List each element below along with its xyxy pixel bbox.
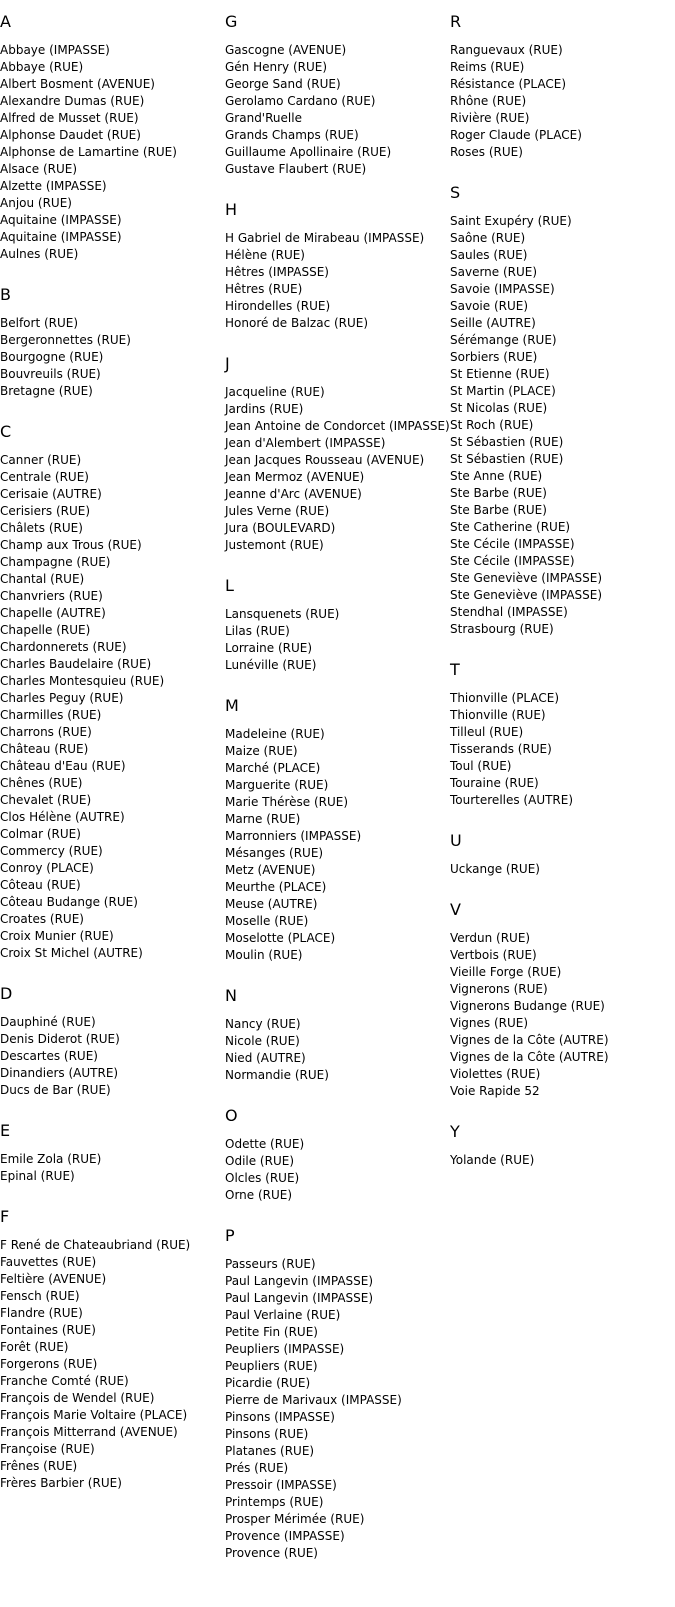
street-item: Hirondelles (RUE)	[225, 299, 331, 313]
street-item: Commercy (RUE)	[0, 844, 103, 858]
street-item: Grands Champs (RUE)	[225, 128, 359, 142]
street-item: Seille (AUTRE)	[450, 316, 536, 330]
street-item: Clos Hélène (AUTRE)	[0, 810, 125, 824]
street-item: Meuse (AUTRE)	[225, 897, 318, 911]
street-item: Charmilles (RUE)	[0, 708, 102, 722]
street-item: Uckange (RUE)	[450, 862, 540, 876]
street-item: Chênes (RUE)	[0, 776, 83, 790]
street-item: Vieille Forge (RUE)	[450, 965, 562, 979]
street-list	[450, 930, 675, 1100]
street-item: Printemps (RUE)	[225, 1495, 324, 1509]
letter-heading: J	[225, 354, 230, 373]
street-item: Lunéville (RUE)	[225, 658, 317, 672]
street-item: Jules Verne (RUE)	[225, 504, 330, 518]
street-item: Jeanne d'Arc (AVENUE)	[225, 487, 362, 501]
street-item: Saules (RUE)	[450, 248, 528, 262]
street-item: Feltière (AVENUE)	[0, 1272, 107, 1286]
letter-heading: N	[225, 986, 237, 1005]
street-item: Fensch (RUE)	[0, 1289, 80, 1303]
street-item: Vignes de la Côte (AUTRE)	[450, 1050, 609, 1064]
street-list	[225, 384, 450, 554]
street-item: Cerisiers (RUE)	[0, 504, 91, 518]
street-item: Côteau (RUE)	[0, 878, 81, 892]
street-item: Verdun (RUE)	[450, 931, 531, 945]
street-item: Jean Jacques Rousseau (AVENUE)	[225, 453, 425, 467]
street-item: François Mitterrand (AVENUE)	[0, 1425, 178, 1439]
street-item: Anjou (RUE)	[0, 196, 72, 210]
street-item: Nied (AUTRE)	[225, 1051, 306, 1065]
street-item: St Martin (PLACE)	[450, 384, 556, 398]
letter-heading: Y	[450, 1122, 460, 1141]
street-item: Vignerons Budange (RUE)	[450, 999, 605, 1013]
street-item: Petite Fin (RUE)	[225, 1325, 318, 1339]
street-item: Françoise (RUE)	[0, 1442, 95, 1456]
street-list	[225, 1016, 450, 1084]
street-list	[450, 213, 675, 638]
street-item: Côteau Budange (RUE)	[0, 895, 138, 909]
letter-heading: S	[450, 183, 461, 202]
street-item: H Gabriel de Mirabeau (IMPASSE)	[225, 231, 425, 245]
street-item: Moulin (RUE)	[225, 948, 303, 962]
street-item: St Roch (RUE)	[450, 418, 534, 432]
street-item: Roses (RUE)	[450, 145, 523, 159]
street-item: Croix St Michel (AUTRE)	[0, 946, 143, 960]
street-item: Toul (RUE)	[450, 759, 512, 773]
street-item: Violettes (RUE)	[450, 1067, 541, 1081]
street-item: Vignes (RUE)	[450, 1016, 529, 1030]
street-item: Belfort (RUE)	[0, 316, 79, 330]
street-item: Cerisaie (AUTRE)	[0, 487, 102, 501]
street-list	[225, 230, 450, 332]
street-item: Hêtres (IMPASSE)	[225, 265, 329, 279]
street-item: Chapelle (RUE)	[0, 623, 91, 637]
street-item: Gascogne (AVENUE)	[225, 43, 347, 57]
street-item: Provence (RUE)	[225, 1546, 318, 1560]
street-item: Château (RUE)	[0, 742, 89, 756]
street-column-1	[0, 0, 225, 1514]
street-item: Odette (RUE)	[225, 1137, 305, 1151]
street-item: Abbaye (RUE)	[0, 60, 84, 74]
street-item: Croix Munier (RUE)	[0, 929, 114, 943]
street-item: Picardie (RUE)	[225, 1376, 311, 1390]
street-item: Résistance (PLACE)	[450, 77, 566, 91]
letter-heading: G	[225, 12, 238, 31]
street-column-3	[450, 0, 675, 1191]
letter-heading: E	[0, 1121, 11, 1140]
street-item: Rhône (RUE)	[450, 94, 527, 108]
street-item: Justemont (RUE)	[225, 538, 324, 552]
street-item: Odile (RUE)	[225, 1154, 294, 1168]
street-item: Conroy (PLACE)	[0, 861, 94, 875]
street-item: Rivière (RUE)	[450, 111, 530, 125]
street-item: Roger Claude (PLACE)	[450, 128, 582, 142]
street-item: Stendhal (IMPASSE)	[450, 605, 568, 619]
street-item: Champ aux Trous (RUE)	[0, 538, 142, 552]
street-list	[450, 690, 675, 809]
street-list	[225, 726, 450, 964]
street-item: Centrale (RUE)	[0, 470, 89, 484]
street-item: Alzette (IMPASSE)	[0, 179, 107, 193]
street-item: Alsace (RUE)	[0, 162, 78, 176]
street-item: Ste Anne (RUE)	[450, 469, 543, 483]
street-item: Pressoir (IMPASSE)	[225, 1478, 337, 1492]
letter-heading: T	[450, 660, 460, 679]
street-item: Guillaume Apollinaire (RUE)	[225, 145, 392, 159]
street-item: Platanes (RUE)	[225, 1444, 315, 1458]
street-item: Ste Cécile (IMPASSE)	[450, 537, 575, 551]
street-item: Chevalet (RUE)	[0, 793, 92, 807]
street-list	[450, 42, 675, 161]
street-item: Ste Barbe (RUE)	[450, 503, 547, 517]
street-item: Alexandre Dumas (RUE)	[0, 94, 145, 108]
street-item: Jura (BOULEVARD)	[225, 521, 336, 535]
street-item: Chapelle (AUTRE)	[0, 606, 106, 620]
street-column-2	[225, 0, 450, 1584]
street-item: Descartes (RUE)	[0, 1049, 98, 1063]
street-item: Pinsons (IMPASSE)	[225, 1410, 335, 1424]
street-item: Strasbourg (RUE)	[450, 622, 554, 636]
letter-heading: O	[225, 1106, 238, 1125]
street-item: Normandie (RUE)	[225, 1068, 329, 1082]
street-item: Ranguevaux (RUE)	[450, 43, 563, 57]
street-item: Albert Bosment (AVENUE)	[0, 77, 155, 91]
street-item: Passeurs (RUE)	[225, 1257, 316, 1271]
street-item: Ste Barbe (RUE)	[450, 486, 547, 500]
street-item: Reims (RUE)	[450, 60, 525, 74]
street-item: Sorbiers (RUE)	[450, 350, 538, 364]
street-item: Ducs de Bar (RUE)	[0, 1083, 111, 1097]
letter-heading: V	[450, 900, 461, 919]
street-item: Tourterelles (AUTRE)	[450, 793, 574, 807]
street-list	[0, 1151, 225, 1185]
letter-heading: C	[0, 422, 12, 441]
street-item: Jacqueline (RUE)	[225, 385, 325, 399]
street-item: Peupliers (RUE)	[225, 1359, 318, 1373]
street-item: Charles Baudelaire (RUE)	[0, 657, 152, 671]
street-item: Prés (RUE)	[225, 1461, 289, 1475]
street-item: St Etienne (RUE)	[450, 367, 550, 381]
street-item: Chanvriers (RUE)	[0, 589, 103, 603]
street-item: Bourgogne (RUE)	[0, 350, 104, 364]
street-item: Charles Montesquieu (RUE)	[0, 674, 165, 688]
street-item: Aquitaine (IMPASSE)	[0, 230, 122, 244]
street-item: Frênes (RUE)	[0, 1459, 78, 1473]
street-item: Thionville (PLACE)	[450, 691, 560, 705]
street-list	[0, 452, 225, 962]
street-item: Alfred de Musset (RUE)	[0, 111, 139, 125]
street-list	[450, 1152, 675, 1169]
street-item: Franche Comté (RUE)	[0, 1374, 129, 1388]
street-item: Chantal (RUE)	[0, 572, 85, 586]
street-item: Paul Verlaine (RUE)	[225, 1308, 341, 1322]
street-item: Lansquenets (RUE)	[225, 607, 340, 621]
street-item: François de Wendel (RUE)	[0, 1391, 155, 1405]
street-item: Marronniers (IMPASSE)	[225, 829, 362, 843]
street-item: Bretagne (RUE)	[0, 384, 93, 398]
street-list	[225, 42, 450, 178]
street-item: Tilleul (RUE)	[450, 725, 524, 739]
street-list	[0, 1237, 225, 1492]
street-list	[225, 1256, 450, 1562]
street-item: Alphonse de Lamartine (RUE)	[0, 145, 177, 159]
street-item: Prosper Mérimée (RUE)	[225, 1512, 365, 1526]
street-item: Voie Rapide 52	[450, 1084, 540, 1098]
street-item: Olcles (RUE)	[225, 1171, 300, 1185]
street-item: St Sébastien (RUE)	[450, 452, 564, 466]
street-item: Meurthe (PLACE)	[225, 880, 327, 894]
street-item: Croates (RUE)	[0, 912, 84, 926]
street-item: Moselle (RUE)	[225, 914, 309, 928]
street-item: Ste Cécile (IMPASSE)	[450, 554, 575, 568]
street-item: Ste Geneviève (IMPASSE)	[450, 588, 603, 602]
street-item: Jean Mermoz (AVENUE)	[225, 470, 365, 484]
street-item: Gustave Flaubert (RUE)	[225, 162, 367, 176]
street-item: Denis Diderot (RUE)	[0, 1032, 120, 1046]
street-item: Bouvreuils (RUE)	[0, 367, 101, 381]
street-item: Ste Catherine (RUE)	[450, 520, 571, 534]
street-item: Forêt (RUE)	[0, 1340, 69, 1354]
street-item: Marie Thérèse (RUE)	[225, 795, 349, 809]
street-item: Savoie (RUE)	[450, 299, 529, 313]
letter-heading: R	[450, 12, 462, 31]
street-list	[0, 315, 225, 400]
street-item: Château d'Eau (RUE)	[0, 759, 126, 773]
letter-heading: H	[225, 200, 238, 219]
street-item: Forgerons (RUE)	[0, 1357, 98, 1371]
street-item: François Marie Voltaire (PLACE)	[0, 1408, 188, 1422]
street-item: Honoré de Balzac (RUE)	[225, 316, 369, 330]
street-item: Saône (RUE)	[450, 231, 526, 245]
street-item: Jean d'Alembert (IMPASSE)	[225, 436, 386, 450]
street-item: Mésanges (RUE)	[225, 846, 324, 860]
street-item: George Sand (RUE)	[225, 77, 341, 91]
street-item: Paul Langevin (IMPASSE)	[225, 1291, 374, 1305]
street-item: Metz (AVENUE)	[225, 863, 316, 877]
street-item: Canner (RUE)	[0, 453, 82, 467]
street-item: Marguerite (RUE)	[225, 778, 329, 792]
street-item: Sérémange (RUE)	[450, 333, 557, 347]
street-list	[0, 42, 225, 263]
letter-heading: U	[450, 831, 462, 850]
street-item: Frères Barbier (RUE)	[0, 1476, 122, 1490]
street-list	[0, 1014, 225, 1099]
street-item: Champagne (RUE)	[0, 555, 111, 569]
street-item: Lilas (RUE)	[225, 624, 290, 638]
street-item: Charrons (RUE)	[0, 725, 92, 739]
street-item: Provence (IMPASSE)	[225, 1529, 345, 1543]
street-item: Epinal (RUE)	[0, 1169, 75, 1183]
letter-heading: B	[0, 285, 11, 304]
street-item: Orne (RUE)	[225, 1188, 293, 1202]
street-item: Abbaye (IMPASSE)	[0, 43, 110, 57]
street-item: Pinsons (RUE)	[225, 1427, 309, 1441]
street-item: Tisserands (RUE)	[450, 742, 552, 756]
street-item: Ste Geneviève (IMPASSE)	[450, 571, 603, 585]
street-item: Thionville (RUE)	[450, 708, 546, 722]
street-item: F René de Chateaubriand (RUE)	[0, 1238, 191, 1252]
street-item: Gén Henry (RUE)	[225, 60, 328, 74]
street-item: Marne (RUE)	[225, 812, 301, 826]
street-item: Jean Antoine de Condorcet (IMPASSE)	[225, 419, 450, 433]
street-item: St Nicolas (RUE)	[450, 401, 548, 415]
street-list	[225, 606, 450, 674]
street-item: Gerolamo Cardano (RUE)	[225, 94, 376, 108]
street-item: Peupliers (IMPASSE)	[225, 1342, 345, 1356]
street-item: Maize (RUE)	[225, 744, 298, 758]
street-item: Châlets (RUE)	[0, 521, 83, 535]
street-item: Aquitaine (IMPASSE)	[0, 213, 122, 227]
street-item: Chardonnerets (RUE)	[0, 640, 127, 654]
street-item: Lorraine (RUE)	[225, 641, 313, 655]
street-item: Saverne (RUE)	[450, 265, 538, 279]
street-item: Jardins (RUE)	[225, 402, 304, 416]
street-item: Dinandiers (AUTRE)	[0, 1066, 119, 1080]
street-item: Fontaines (RUE)	[0, 1323, 96, 1337]
street-item: Emile Zola (RUE)	[0, 1152, 102, 1166]
street-item: Alphonse Daudet (RUE)	[0, 128, 141, 142]
letter-heading: P	[225, 1226, 235, 1245]
street-item: Vignes de la Côte (AUTRE)	[450, 1033, 609, 1047]
street-item: Charles Peguy (RUE)	[0, 691, 124, 705]
street-item: Vignerons (RUE)	[450, 982, 548, 996]
street-item: St Sébastien (RUE)	[450, 435, 564, 449]
street-item: Hêtres (RUE)	[225, 282, 303, 296]
street-item: Madeleine (RUE)	[225, 727, 325, 741]
street-item: Savoie (IMPASSE)	[450, 282, 555, 296]
street-item: Nancy (RUE)	[225, 1017, 301, 1031]
street-item: Vertbois (RUE)	[450, 948, 537, 962]
street-item: Yolande (RUE)	[450, 1153, 535, 1167]
street-item: Moselotte (PLACE)	[225, 931, 336, 945]
street-item: Dauphiné (RUE)	[0, 1015, 96, 1029]
street-item: Paul Langevin (IMPASSE)	[225, 1274, 374, 1288]
street-item: Grand'Ruelle	[225, 111, 302, 125]
street-item: Hélène (RUE)	[225, 248, 305, 262]
street-item: Pierre de Marivaux (IMPASSE)	[225, 1393, 402, 1407]
street-item: Marché (PLACE)	[225, 761, 321, 775]
letter-heading: L	[225, 576, 234, 595]
street-item: Colmar (RUE)	[0, 827, 81, 841]
street-item: Fauvettes (RUE)	[0, 1255, 97, 1269]
street-list	[450, 861, 675, 878]
street-list	[225, 1136, 450, 1204]
letter-heading: F	[0, 1207, 10, 1226]
street-item: Nicole (RUE)	[225, 1034, 300, 1048]
street-item: Aulnes (RUE)	[0, 247, 79, 261]
letter-heading: D	[0, 984, 13, 1003]
street-item: Bergeronnettes (RUE)	[0, 333, 131, 347]
letter-heading: M	[225, 696, 239, 715]
letter-heading: A	[0, 12, 11, 31]
street-item: Saint Exupéry (RUE)	[450, 214, 572, 228]
street-item: Touraine (RUE)	[450, 776, 539, 790]
street-item: Flandre (RUE)	[0, 1306, 83, 1320]
